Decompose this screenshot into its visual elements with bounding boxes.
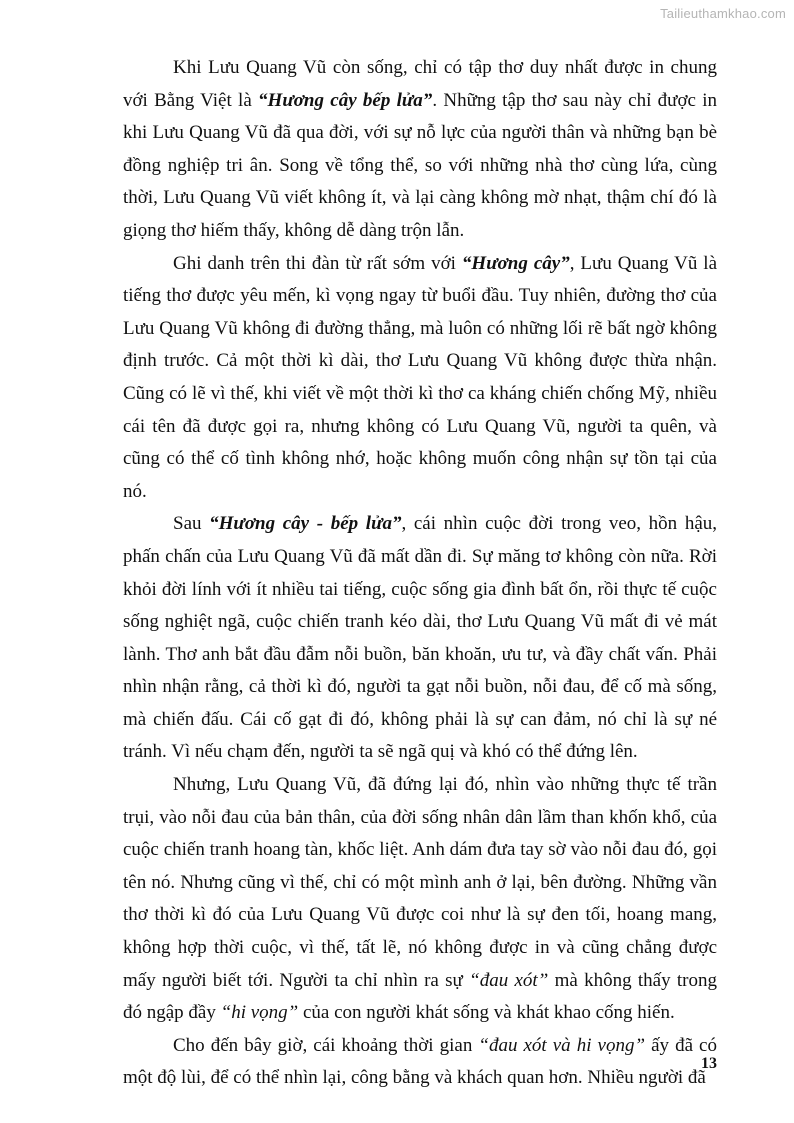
text-run: , Lưu Quang Vũ là tiếng thơ được yêu mến, kì vọng ngay từ buổi đầu. Tuy nhiên, đường thơ của Lưu Quang Vũ không đi đường thẳng, mà luôn có những lối rẽ bất ngờ không định trước. Cả một thời kì dài, thơ Lưu Quang Vũ không được thừa nhận. Cũng có lẽ vì thế, khi viết về một thời kì thơ ca kháng chiến chống Mỹ, nhiều cái tên đã được gọi ra, nhưng không có Lưu Quang Vũ, người ta quên, và cũng có thể cố tình không nhớ, hoặc không muốn công nhận sự tồn tại của nó.: [123, 252, 718, 502]
book-title: “Hương cây bếp lửa”: [258, 89, 433, 111]
text-run: Ghi danh trên thi đàn từ rất sớm với: [173, 252, 462, 274]
text-run: mà không thấy trong đó ngập đầy: [123, 969, 717, 1024]
paragraph: [123, 52, 717, 248]
quoted-phrase: “hi vọng”: [220, 1002, 299, 1024]
paragraph: [123, 248, 717, 509]
book-title: “Hương cây”: [461, 252, 570, 274]
paragraph: [123, 1030, 717, 1095]
text-run: của con người khát sống và khát khao cống hiến.: [298, 1002, 675, 1024]
text-run: ấy đã có một độ lùi, để có thể nhìn lại, công bằng và khách quan hơn. Nhiều người đã: [123, 1034, 717, 1089]
page-number: 13: [701, 1055, 717, 1072]
paragraph: [123, 769, 717, 1030]
text-run: Khi Lưu Quang Vũ còn sống, chỉ có tập thơ duy nhất được in chung với Bằng Việt là: [123, 57, 717, 111]
text-run: , cái nhìn cuộc đời trong veo, hồn hậu, phấn chấn của Lưu Quang Vũ đã mất dần đi. Sự măng tơ không còn nữa. Rời khỏi đời lính với ít nhiều tai tiếng, cuộc sống gia đình bất ổn, rồi thực tế cuộc sống nghiệt ngã, cuộc chiến tranh kéo dài, thơ Lưu Quang Vũ mất đi vẻ mát lành. Thơ anh bắt đầu đẫm nỗi buồn, băn khoăn, ưu tư, và đầy chất vấn. Phải nhìn nhận rằng, cả thời kì đó, người ta gạt nỗi buồn, nỗi đau, để cố mà sống, mà chiến đấu. Cái cố gạt đi đó, không phải là sự can đảm, nó chỉ là sự né tránh. Vì nếu chạm đến, người ta sẽ ngã quị và khó có thể đứng lên.: [123, 513, 717, 763]
quoted-phrase: “đau xót và hi vọng”: [478, 1034, 646, 1056]
watermark: Tailieuthamkhao.com: [660, 6, 786, 21]
quoted-phrase: “đau xót”: [469, 969, 549, 991]
text-run: Nhưng, Lưu Quang Vũ, đã đứng lại đó, nhìn vào những thực tế trần trụi, vào nỗi đau của bản thân, của đời sống nhân dân lầm than khốn khổ, của cuộc chiến tranh hoang tàn, khốc liệt. Anh dám đưa tay sờ vào nỗi đau đó, gọi tên nó. Nhưng cũng vì thế, chỉ có một mình anh ở lại, bên đường. Những vần thơ thời kì đó của Lưu Quang Vũ được coi như là sự đen tối, hoang mang, không hợp thời cuộc, vì thế, tất lẽ, nó không được in và cũng chẳng được mấy người biết tới. Người ta chỉ nhìn ra sự: [123, 774, 717, 991]
book-title: “Hương cây - bếp lửa”: [209, 513, 402, 535]
text-run: Sau: [173, 513, 210, 535]
paragraph: [123, 508, 717, 769]
document-body: [123, 52, 717, 1095]
text-run: . Những tập thơ sau này chỉ được in khi Lưu Quang Vũ đã qua đời, với sự nỗ lực của người thân và những bạn bè đồng nghiệp tri ân. Song về tổng thể, so với những nhà thơ cùng lứa, cùng thời, Lưu Quang Vũ viết không ít, và lại càng không mờ nhạt, thậm chí đó là giọng thơ hiếm thấy, không dễ dàng trộn lẫn.: [123, 89, 717, 241]
text-run: Cho đến bây giờ, cái khoảng thời gian: [173, 1034, 479, 1056]
